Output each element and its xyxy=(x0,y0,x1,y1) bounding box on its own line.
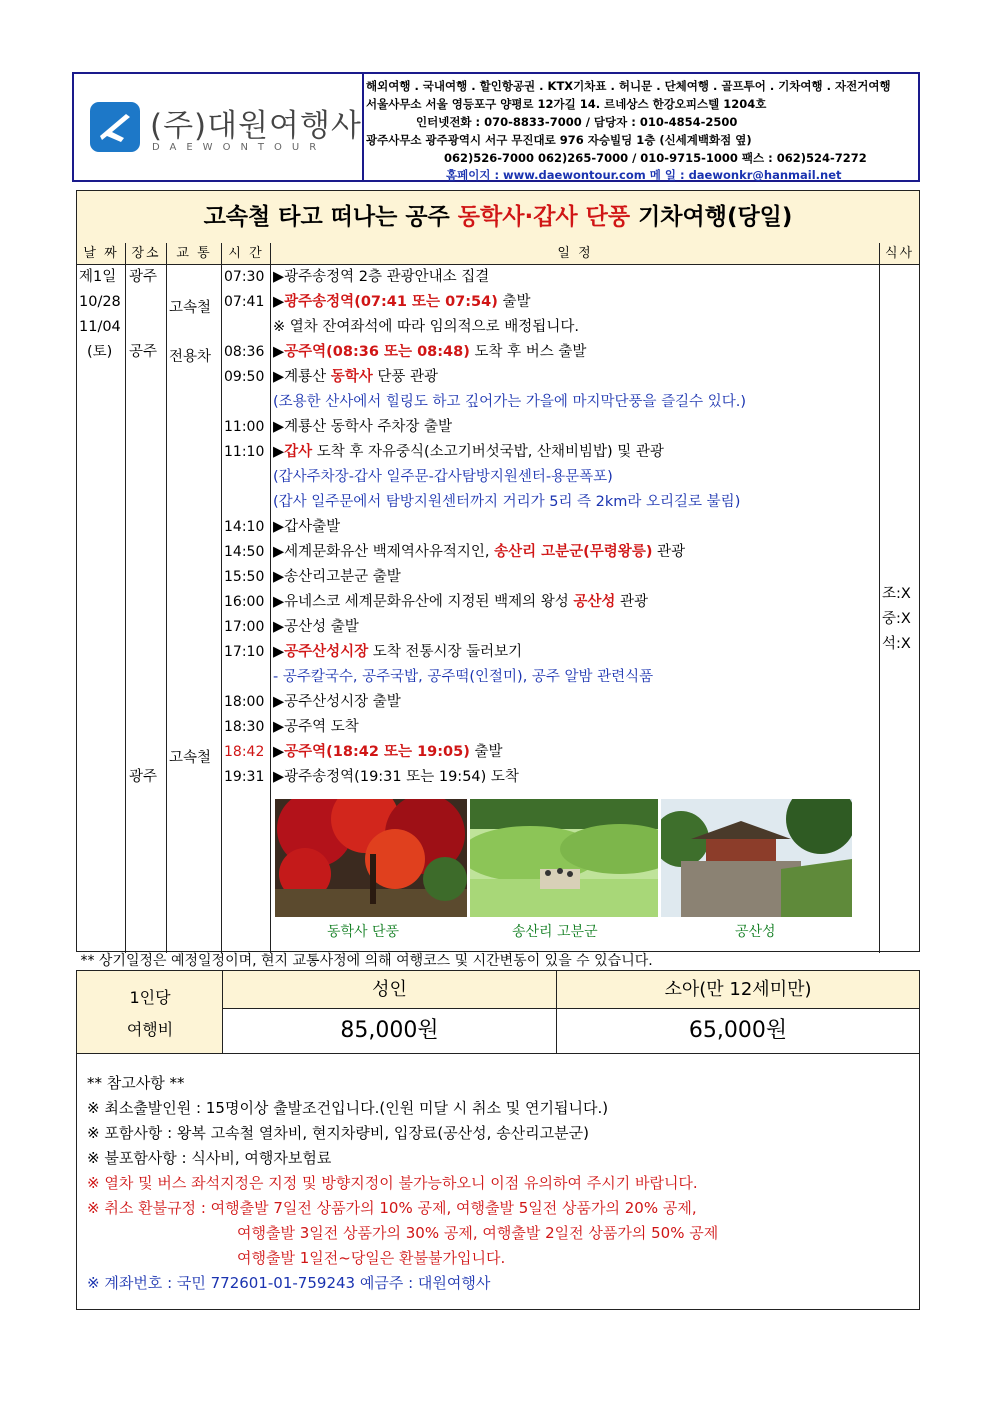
col-date: 날 짜 xyxy=(83,246,119,261)
schedule-time: 11:00 xyxy=(224,419,265,435)
note-refund-2: 여행출발 3일전 상품가의 30% 공제, 여행출발 2일전 상품가의 50% 공제 xyxy=(237,1224,719,1242)
place-gwangju-start: 광주 xyxy=(129,269,158,285)
caption-donghaksa: 동학사 단풍 xyxy=(327,924,400,940)
schedule-item: ▶공주역(18:42 또는 19:05) 출발 xyxy=(273,744,503,760)
schedule-time: 15:50 xyxy=(224,569,265,585)
caption-songsanri: 송산리 고분군 xyxy=(512,924,598,940)
child-label: 소아(만 12세미만) xyxy=(557,971,919,1009)
itinerary-table xyxy=(76,190,920,952)
schedule-item: ▶송산리고분군 출발 xyxy=(273,569,401,585)
schedule-time: 17:10 xyxy=(224,644,265,660)
company-header xyxy=(72,72,920,182)
adult-price: 85,000원 xyxy=(223,1009,557,1053)
note-min-people: ※ 최소출발인원 : 15명이상 출발조건입니다.(인원 미달 시 취소 및 연기됩니다.) xyxy=(87,1099,609,1117)
schedule-item: ▶광주송정역 2층 관광안내소 집결 xyxy=(273,269,490,285)
page-title: 고속철 타고 떠나는 공주 동학사·갑사 단풍 기차여행(당일) xyxy=(77,191,919,244)
schedule-time: 14:50 xyxy=(224,544,265,560)
transport-ktx-2: 고속철 xyxy=(169,750,212,766)
transport-ktx-1: 고속철 xyxy=(169,300,212,316)
schedule-time: 16:00 xyxy=(224,594,265,610)
schedule-item: (갑사주차장-갑사 일주문-갑사탐방지원센터-용문폭포) xyxy=(273,469,613,485)
day-date1: 10/28 xyxy=(79,294,121,310)
table-header xyxy=(77,243,919,265)
photo-gongsanseong xyxy=(661,799,852,917)
seoul-office: 서울사무소 서울 영등포구 양평로 12가길 14. 르네상스 한강오피스텔 1204호 xyxy=(366,97,767,111)
schedule-highlight: 공주역(08:36 또는 08:48) xyxy=(284,344,470,360)
schedule-time: 19:31 xyxy=(224,769,265,785)
price-label-2: 여행비 xyxy=(126,1020,174,1039)
schedule-time: 18:30 xyxy=(224,719,265,735)
col-schedule: 일 정 xyxy=(557,246,593,261)
schedule-item: (갑사 일주문에서 탐방지원센터까지 거리가 5리 즉 2km라 오리길로 불림) xyxy=(273,494,741,510)
col-time: 시 간 xyxy=(228,246,264,261)
place-gwangju-end: 광주 xyxy=(129,769,158,785)
schedule-highlight: 송산리 고분군(무령왕릉) xyxy=(494,544,653,560)
schedule-item: - 공주칼국수, 공주국밥, 공주떡(인절미), 공주 알밤 관련식품 xyxy=(273,669,654,685)
schedule-item: ▶공주산성시장 출발 xyxy=(273,694,401,710)
meal-lunch: 중:X xyxy=(882,611,911,627)
company-logo-subtitle: DAEWONTOUR xyxy=(152,142,327,153)
schedule-highlight: 갑사 xyxy=(284,444,313,460)
note-excluded: ※ 불포함사항 : 식사비, 여행자보험료 xyxy=(87,1149,332,1167)
logo-area xyxy=(74,74,364,180)
schedule-item: ▶갑사출발 xyxy=(273,519,341,535)
schedule-item: ▶공주산성시장 도착 전통시장 둘러보기 xyxy=(273,644,523,660)
price-table xyxy=(76,970,920,1054)
schedule-item: ▶공산성 출발 xyxy=(273,619,359,635)
transport-bus: 전용차 xyxy=(169,349,212,365)
photo-donghaksa xyxy=(275,799,467,917)
col-transport: 교 통 xyxy=(176,246,212,261)
note-included: ※ 포함사항 : 왕복 고속철 열차비, 현지차량비, 입장료(공산성, 송산리고분군) xyxy=(87,1124,589,1142)
schedule-time: 07:41 xyxy=(224,294,265,310)
schedule-highlight: 동학사 xyxy=(330,369,373,385)
schedule-time: 18:00 xyxy=(224,694,265,710)
schedule-item: ▶계룡산 동학사 단풍 관광 xyxy=(273,369,439,385)
price-label-cell xyxy=(77,971,223,1053)
website-email[interactable]: 홈페이지 : www.daewontour.com 메 일 : daewonkr@hanmail.net xyxy=(446,168,842,182)
day-label: 제1일 xyxy=(79,269,117,285)
gwangju-contact: 062)526-7000 062)265-7000 / 010-9715-1000 팩스 : 062)524-7272 xyxy=(444,151,867,165)
schedule-item: ▶공주역 도착 xyxy=(273,719,359,735)
gwangju-office: 광주사무소 광주광역시 서구 무진대로 976 자승빌딩 1층 (신세계백화점 옆) xyxy=(366,133,752,147)
adult-label: 성인 xyxy=(223,971,557,1009)
schedule-time: 17:00 xyxy=(224,619,265,635)
col-place: 장소 xyxy=(131,246,161,261)
col-meal: 식사 xyxy=(884,246,915,261)
place-gongju: 공주 xyxy=(129,344,158,360)
company-logo-text: (주)대원여행사 xyxy=(150,108,362,144)
schedule-disclaimer: ** 상기일정은 예정일정이며, 현지 교통사정에 의해 여행코스 및 시간변동이 있을 수 있습니다. xyxy=(80,953,653,969)
seoul-contact: 인터넷전화 : 070-8833-7000 / 담당자 : 010-4854-2500 xyxy=(416,115,738,129)
schedule-time: 08:36 xyxy=(224,344,265,360)
child-price: 65,000원 xyxy=(688,1018,788,1043)
price-label-1: 1인당 xyxy=(129,988,171,1007)
schedule-highlight: 공주역(18:42 또는 19:05) xyxy=(284,744,470,760)
schedule-time: 07:30 xyxy=(224,269,265,285)
notes-heading: ** 참고사항 ** xyxy=(87,1074,185,1092)
schedule-item: ▶광주송정역(07:41 또는 07:54) 출발 xyxy=(273,294,531,310)
caption-gongsanseong: 공산성 xyxy=(735,924,776,940)
schedule-highlight: 공주산성시장 xyxy=(284,644,369,660)
photo-songsanri xyxy=(470,799,658,917)
day-weekday: (토) xyxy=(87,344,113,360)
schedule-item: ▶세계문화유산 백제역사유적지인, 송산리 고분군(무령왕릉) 관광 xyxy=(273,544,686,560)
note-seat-warning: ※ 열차 및 버스 좌석지정은 지정 및 방향지정이 불가능하오니 이점 유의하여 주시기 바랍니다. xyxy=(87,1174,698,1192)
schedule-item: ▶광주송정역(19:31 또는 19:54) 도착 xyxy=(273,769,519,785)
schedule-highlight: 광주송정역(07:41 또는 07:54) xyxy=(284,294,498,310)
services-line: 해외여행 . 국내여행 . 할인항공권 . KTX기차표 . 허니문 . 단체여행 . 골프투어 . 기차여행 . 자전거여행 xyxy=(366,79,891,93)
schedule-highlight: 공산성 xyxy=(573,594,616,610)
notes-section xyxy=(76,1054,920,1310)
schedule-item: ▶갑사 도착 후 자유중식(소고기버섯국밥, 산채비빔밥) 및 관광 xyxy=(273,444,664,460)
schedule-item: ▶계룡산 동학사 주차장 출발 xyxy=(273,419,453,435)
note-refund-1: ※ 취소 환불규정 : 여행출발 7일전 상품가의 10% 공제, 여행출발 5일전 상품가의 20% 공제, xyxy=(87,1199,697,1217)
day-date2: 11/04 xyxy=(79,319,121,335)
schedule-time: 14:10 xyxy=(224,519,265,535)
schedule-time: 09:50 xyxy=(224,369,265,385)
note-account: ※ 계좌번호 : 국민 772601-01-759243 예금주 : 대원여행사 xyxy=(87,1274,491,1292)
schedule-item: ▶공주역(08:36 또는 08:48) 도착 후 버스 출발 xyxy=(273,344,587,360)
schedule-item: ▶유네스코 세계문화유산에 지정된 백제의 왕성 공산성 관광 xyxy=(273,594,648,610)
meal-breakfast: 조:X xyxy=(882,586,911,602)
note-refund-3: 여행출발 1일전~당일은 환불불가입니다. xyxy=(237,1249,506,1267)
airplane-logo-icon xyxy=(90,102,140,152)
schedule-time: 11:10 xyxy=(224,444,265,460)
meal-dinner: 석:X xyxy=(882,636,911,652)
schedule-item: (조용한 산사에서 힐링도 하고 깊어가는 가을에 마지막단풍을 즐길수 있다.) xyxy=(273,394,747,410)
schedule-time: 18:42 xyxy=(224,744,265,760)
schedule-item: ※ 열차 잔여좌석에 따라 임의적으로 배정됩니다. xyxy=(273,319,579,335)
